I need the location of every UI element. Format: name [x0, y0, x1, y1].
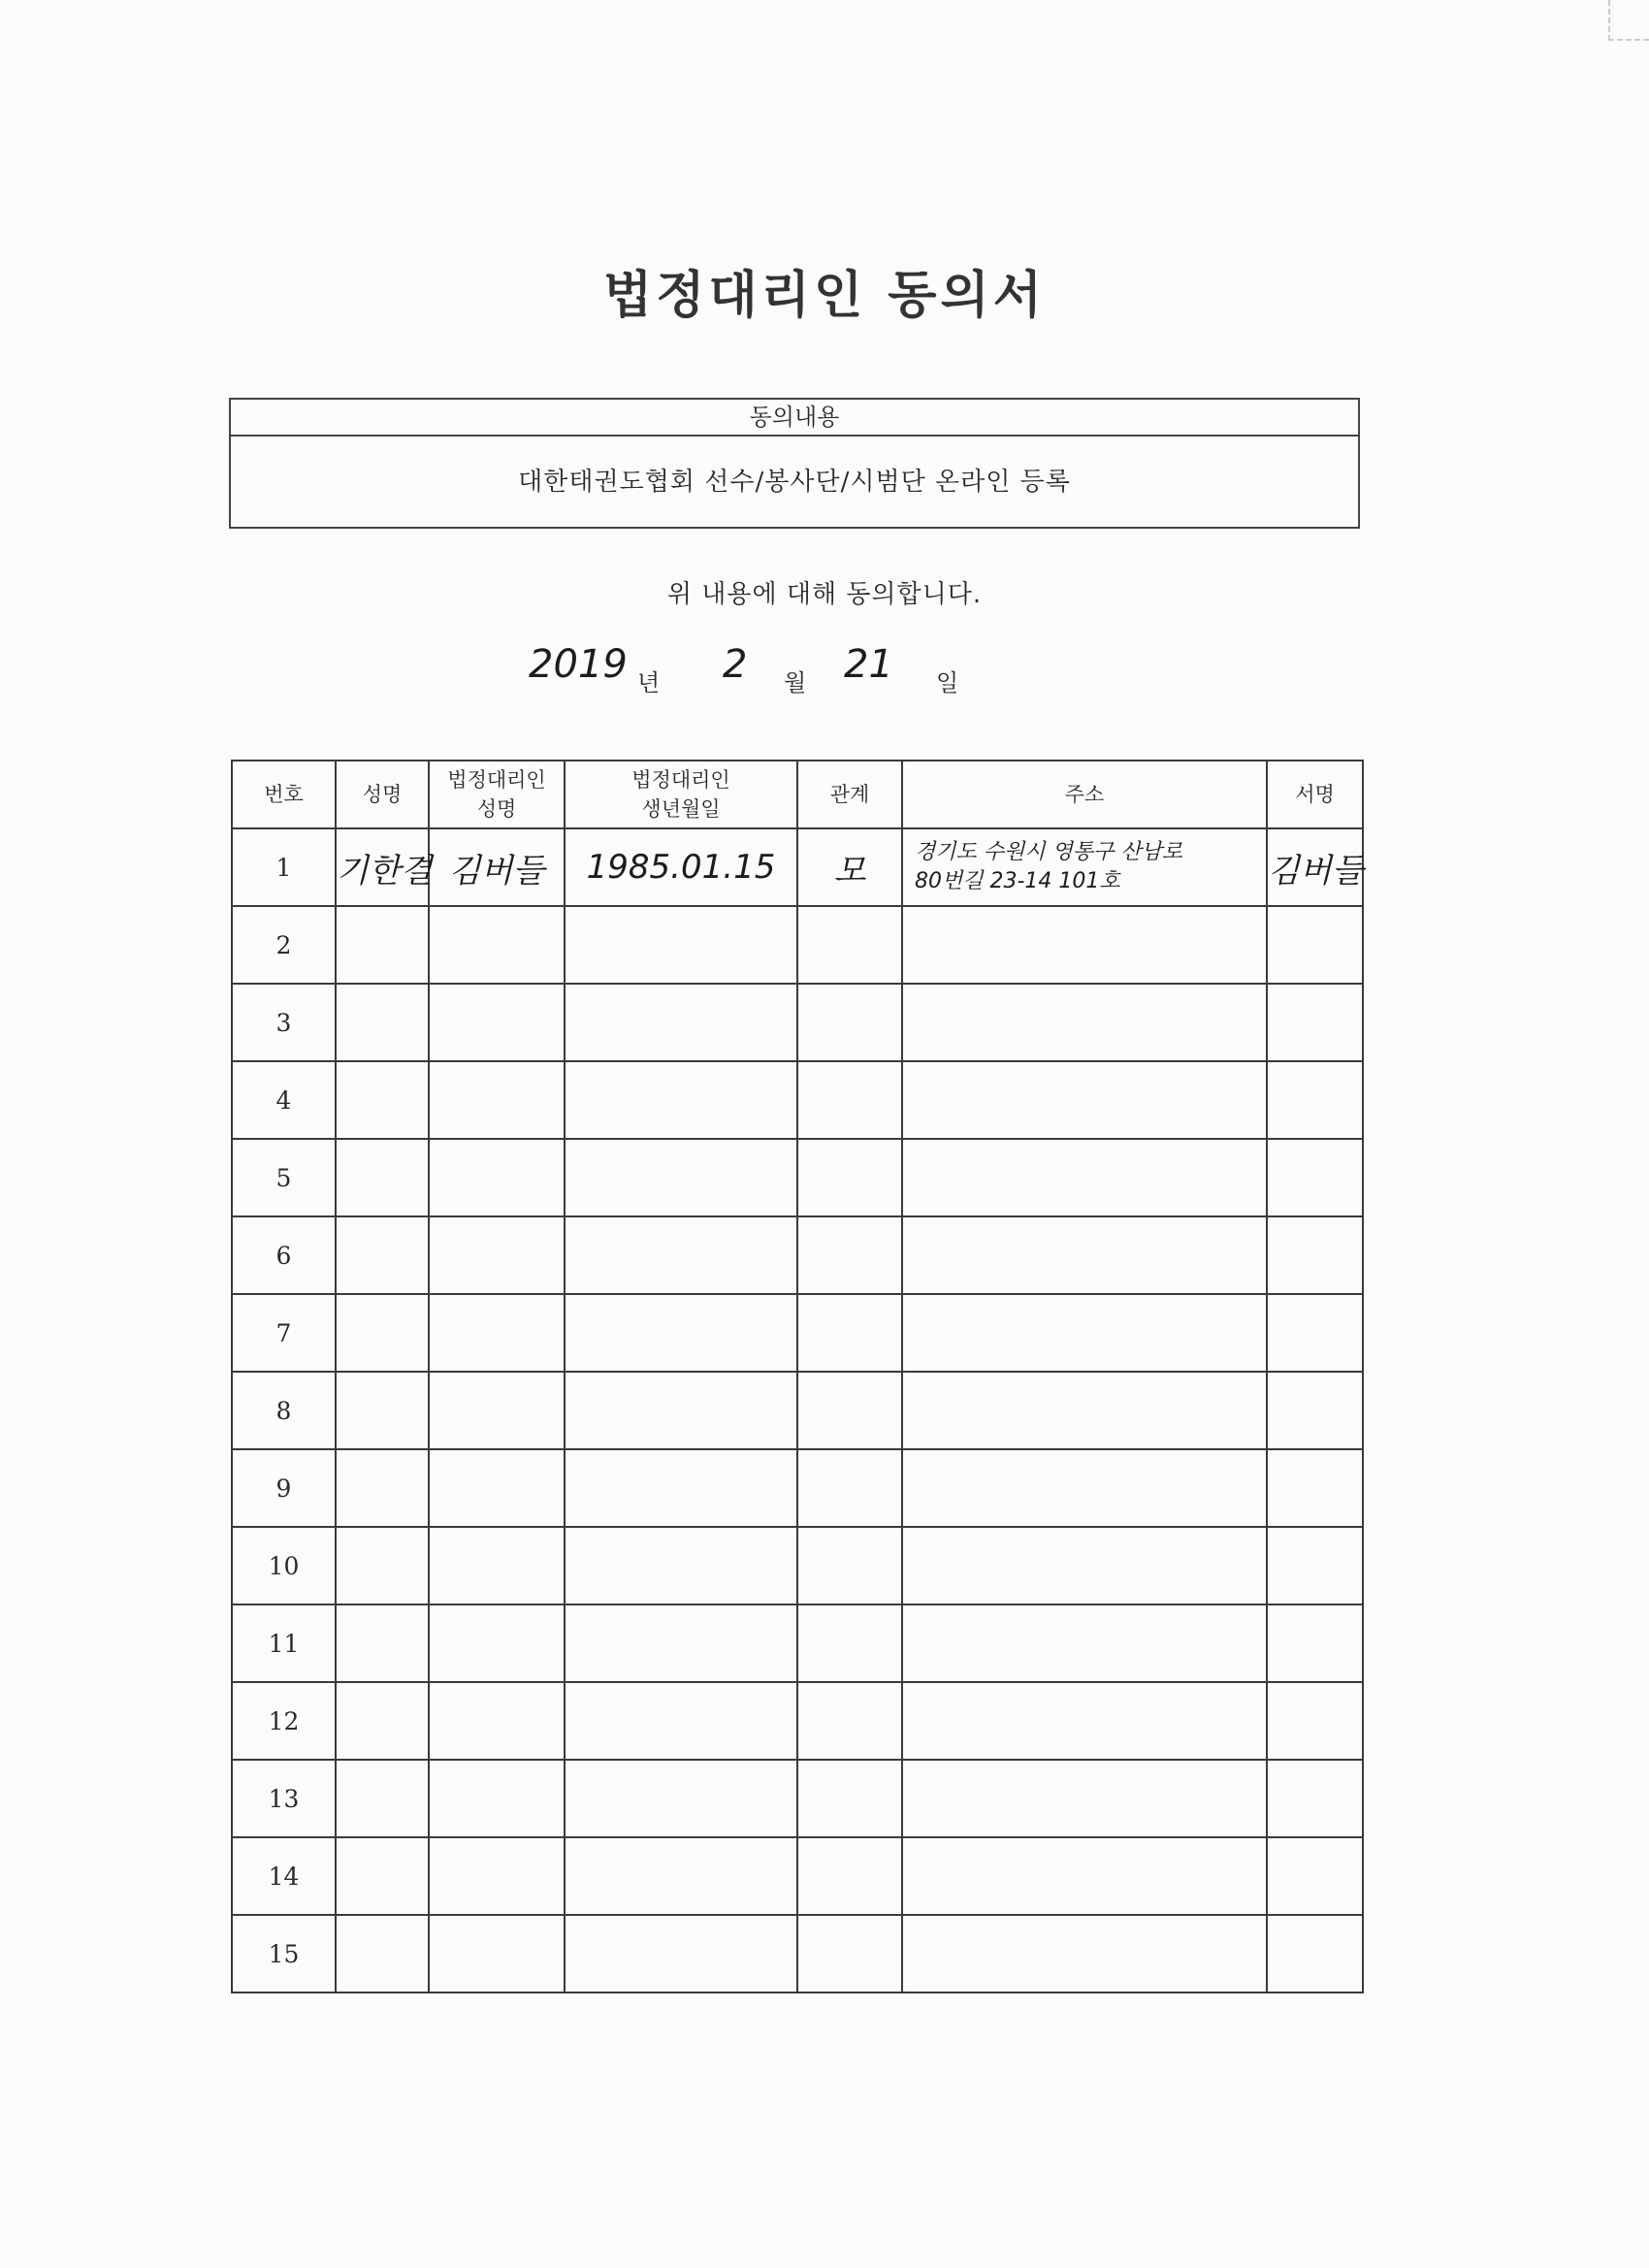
cell-guardian-name[interactable]: [429, 1915, 565, 1993]
cell-guardian-name[interactable]: [429, 1760, 565, 1837]
header-no: 번호: [232, 761, 336, 828]
cell-guardian-dob[interactable]: [565, 1915, 797, 1993]
cell-relation[interactable]: [797, 1294, 902, 1372]
row-number: 12: [232, 1682, 336, 1760]
cell-signature[interactable]: [1267, 1682, 1363, 1760]
cell-relation-text: 모: [833, 851, 866, 891]
cell-guardian-dob[interactable]: [565, 1216, 797, 1294]
cell-signature[interactable]: [1267, 1216, 1363, 1294]
cell-address[interactable]: [902, 1294, 1267, 1372]
row-number: 14: [232, 1837, 336, 1915]
row-number: 6: [232, 1216, 336, 1294]
row-number: 5: [232, 1139, 336, 1216]
table-row: [232, 1760, 1363, 1837]
page-title: 법정대리인 동의서: [603, 267, 1046, 325]
table-row: [232, 828, 1363, 906]
cell-signature[interactable]: [1267, 1372, 1363, 1449]
cell-signature[interactable]: [1267, 906, 1363, 984]
cell-relation[interactable]: [797, 1837, 902, 1915]
cell-relation[interactable]: [797, 1449, 902, 1527]
table-row: [232, 1682, 1363, 1760]
cell-relation[interactable]: [797, 1760, 902, 1837]
cell-relation[interactable]: [797, 828, 902, 906]
cell-address[interactable]: [902, 828, 1267, 906]
cell-address[interactable]: [902, 1682, 1267, 1760]
cell-address[interactable]: [902, 1527, 1267, 1604]
cell-signature[interactable]: [1267, 984, 1363, 1061]
cell-address[interactable]: [902, 1372, 1267, 1449]
header-signature: 서명: [1267, 761, 1363, 828]
row-number: 15: [232, 1915, 336, 1993]
cell-guardian-dob[interactable]: [565, 984, 797, 1061]
cell-signature[interactable]: [1267, 828, 1363, 906]
cell-signature-text: 김버들: [1268, 851, 1364, 891]
cell-name[interactable]: [336, 1216, 429, 1294]
cell-address[interactable]: [902, 1216, 1267, 1294]
table-row: [232, 1527, 1363, 1604]
cell-guardian-dob[interactable]: [565, 906, 797, 984]
cell-relation[interactable]: [797, 1061, 902, 1139]
cell-name[interactable]: [336, 1372, 429, 1449]
consent-header: 동의내용: [231, 400, 1358, 437]
cell-address[interactable]: [902, 1604, 1267, 1682]
cell-guardian-name[interactable]: [429, 1604, 565, 1682]
table-row: [232, 1604, 1363, 1682]
date-day-label: 일: [936, 669, 959, 697]
header-guardian-name-line1: 법정대리인: [447, 768, 546, 792]
date-year-label: 년: [637, 669, 661, 697]
cell-guardian-dob[interactable]: [565, 1837, 797, 1915]
table-row: [232, 1139, 1363, 1216]
row-number: 4: [232, 1061, 336, 1139]
header-relation: 관계: [797, 761, 902, 828]
cell-guardian-dob[interactable]: [565, 1760, 797, 1837]
cell-guardian-dob[interactable]: [565, 1139, 797, 1216]
cell-name[interactable]: [336, 1682, 429, 1760]
date-day-value: 21: [844, 642, 893, 687]
cell-guardian-dob[interactable]: [565, 1527, 797, 1604]
table-row: [232, 1216, 1363, 1294]
cell-address[interactable]: [902, 1837, 1267, 1915]
cell-relation[interactable]: [797, 1216, 902, 1294]
cell-relation[interactable]: [797, 984, 902, 1061]
table-row: [232, 1294, 1363, 1372]
date-month-value: 2: [723, 642, 748, 687]
table-row: [232, 1372, 1363, 1449]
cell-relation[interactable]: [797, 1915, 902, 1993]
cell-name[interactable]: [336, 1760, 429, 1837]
cell-guardian-name[interactable]: [429, 906, 565, 984]
header-address: 주소: [902, 761, 1267, 828]
registration-table: [231, 760, 1364, 1993]
cell-guardian-dob[interactable]: [565, 1061, 797, 1139]
table-row: [232, 984, 1363, 1061]
cell-guardian-name[interactable]: [429, 1449, 565, 1527]
cell-signature[interactable]: [1267, 1604, 1363, 1682]
scan-corner-mark: [1608, 0, 1649, 41]
cell-guardian-dob[interactable]: [565, 1604, 797, 1682]
cell-address[interactable]: [902, 906, 1267, 984]
row-number: 1: [232, 828, 336, 906]
cell-guardian-name[interactable]: [429, 828, 565, 906]
cell-guardian-name[interactable]: [429, 1527, 565, 1604]
cell-name-text: 기한결: [337, 851, 433, 891]
header-guardian-name: [429, 761, 565, 828]
row-number: 11: [232, 1604, 336, 1682]
cell-relation[interactable]: [797, 1682, 902, 1760]
cell-name[interactable]: [336, 1061, 429, 1139]
cell-signature[interactable]: [1267, 1449, 1363, 1527]
cell-signature[interactable]: [1267, 1760, 1363, 1837]
consent-content: 대한태권도협회 선수/봉사단/시범단 온라인 등록: [518, 468, 1071, 497]
table-row: [232, 1915, 1363, 1993]
table-row: [232, 906, 1363, 984]
header-guardian-dob-line2: 생년월일: [641, 797, 721, 821]
cell-guardian-dob[interactable]: [565, 1294, 797, 1372]
cell-name[interactable]: [336, 1449, 429, 1527]
row-number: 10: [232, 1527, 336, 1604]
table-row: [232, 1837, 1363, 1915]
cell-signature[interactable]: [1267, 1061, 1363, 1139]
cell-guardian-name[interactable]: [429, 1139, 565, 1216]
row-number: 2: [232, 906, 336, 984]
cell-relation[interactable]: [797, 1604, 902, 1682]
cell-guardian-name-text: 김버들: [448, 851, 545, 891]
cell-guardian-name[interactable]: [429, 1682, 565, 1760]
header-guardian-name-line2: 성명: [476, 797, 517, 821]
row-number: 13: [232, 1760, 336, 1837]
agreement-text: 위 내용에 대해 동의합니다.: [666, 580, 983, 609]
cell-name[interactable]: [336, 1139, 429, 1216]
date-year-value: 2019: [529, 642, 628, 687]
cell-address[interactable]: [902, 984, 1267, 1061]
cell-signature[interactable]: [1267, 1139, 1363, 1216]
cell-guardian-dob[interactable]: [565, 828, 797, 906]
cell-name[interactable]: [336, 1915, 429, 1993]
date-line: [0, 642, 1649, 710]
cell-guardian-dob[interactable]: [565, 1682, 797, 1760]
cell-address-line1: 경기도 수원시 영통구 산남로: [915, 840, 1183, 864]
cell-name[interactable]: [336, 1837, 429, 1915]
table-header-row: [232, 761, 1363, 828]
cell-guardian-dob[interactable]: [565, 1372, 797, 1449]
cell-name[interactable]: [336, 984, 429, 1061]
cell-guardian-name[interactable]: [429, 1837, 565, 1915]
cell-address[interactable]: [902, 1915, 1267, 1993]
cell-guardian-name[interactable]: [429, 984, 565, 1061]
cell-address[interactable]: [902, 1061, 1267, 1139]
cell-relation[interactable]: [797, 1372, 902, 1449]
cell-guardian-dob-text: 1985.01.15: [586, 848, 776, 887]
row-number: 7: [232, 1294, 336, 1372]
cell-signature[interactable]: [1267, 1294, 1363, 1372]
cell-guardian-name[interactable]: [429, 1061, 565, 1139]
row-number: 9: [232, 1449, 336, 1527]
row-number: 3: [232, 984, 336, 1061]
consent-box: [229, 398, 1360, 529]
row-number: 8: [232, 1372, 336, 1449]
cell-guardian-dob[interactable]: [565, 1449, 797, 1527]
cell-guardian-name[interactable]: [429, 1294, 565, 1372]
cell-address-line2: 80번길 23-14 101호: [915, 869, 1120, 893]
cell-signature[interactable]: [1267, 1837, 1363, 1915]
cell-name[interactable]: [336, 828, 433, 906]
table-row: [232, 1061, 1363, 1139]
header-guardian-dob: [565, 761, 797, 828]
cell-guardian-name[interactable]: [429, 1216, 565, 1294]
cell-name[interactable]: [336, 1527, 429, 1604]
cell-guardian-name[interactable]: [429, 1372, 565, 1449]
cell-name[interactable]: [336, 1604, 429, 1682]
cell-signature[interactable]: [1267, 1915, 1363, 1993]
header-name: 성명: [336, 761, 429, 828]
table-row: [232, 1449, 1363, 1527]
cell-relation[interactable]: [797, 906, 902, 984]
cell-relation[interactable]: [797, 1139, 902, 1216]
cell-address[interactable]: [902, 1449, 1267, 1527]
cell-signature[interactable]: [1267, 1527, 1363, 1604]
cell-name[interactable]: [336, 1294, 429, 1372]
cell-address[interactable]: [902, 1760, 1267, 1837]
header-guardian-dob-line1: 법정대리인: [631, 768, 730, 792]
cell-relation[interactable]: [797, 1527, 902, 1604]
cell-name[interactable]: [336, 906, 429, 984]
date-month-label: 월: [784, 669, 807, 697]
cell-address[interactable]: [902, 1139, 1267, 1216]
